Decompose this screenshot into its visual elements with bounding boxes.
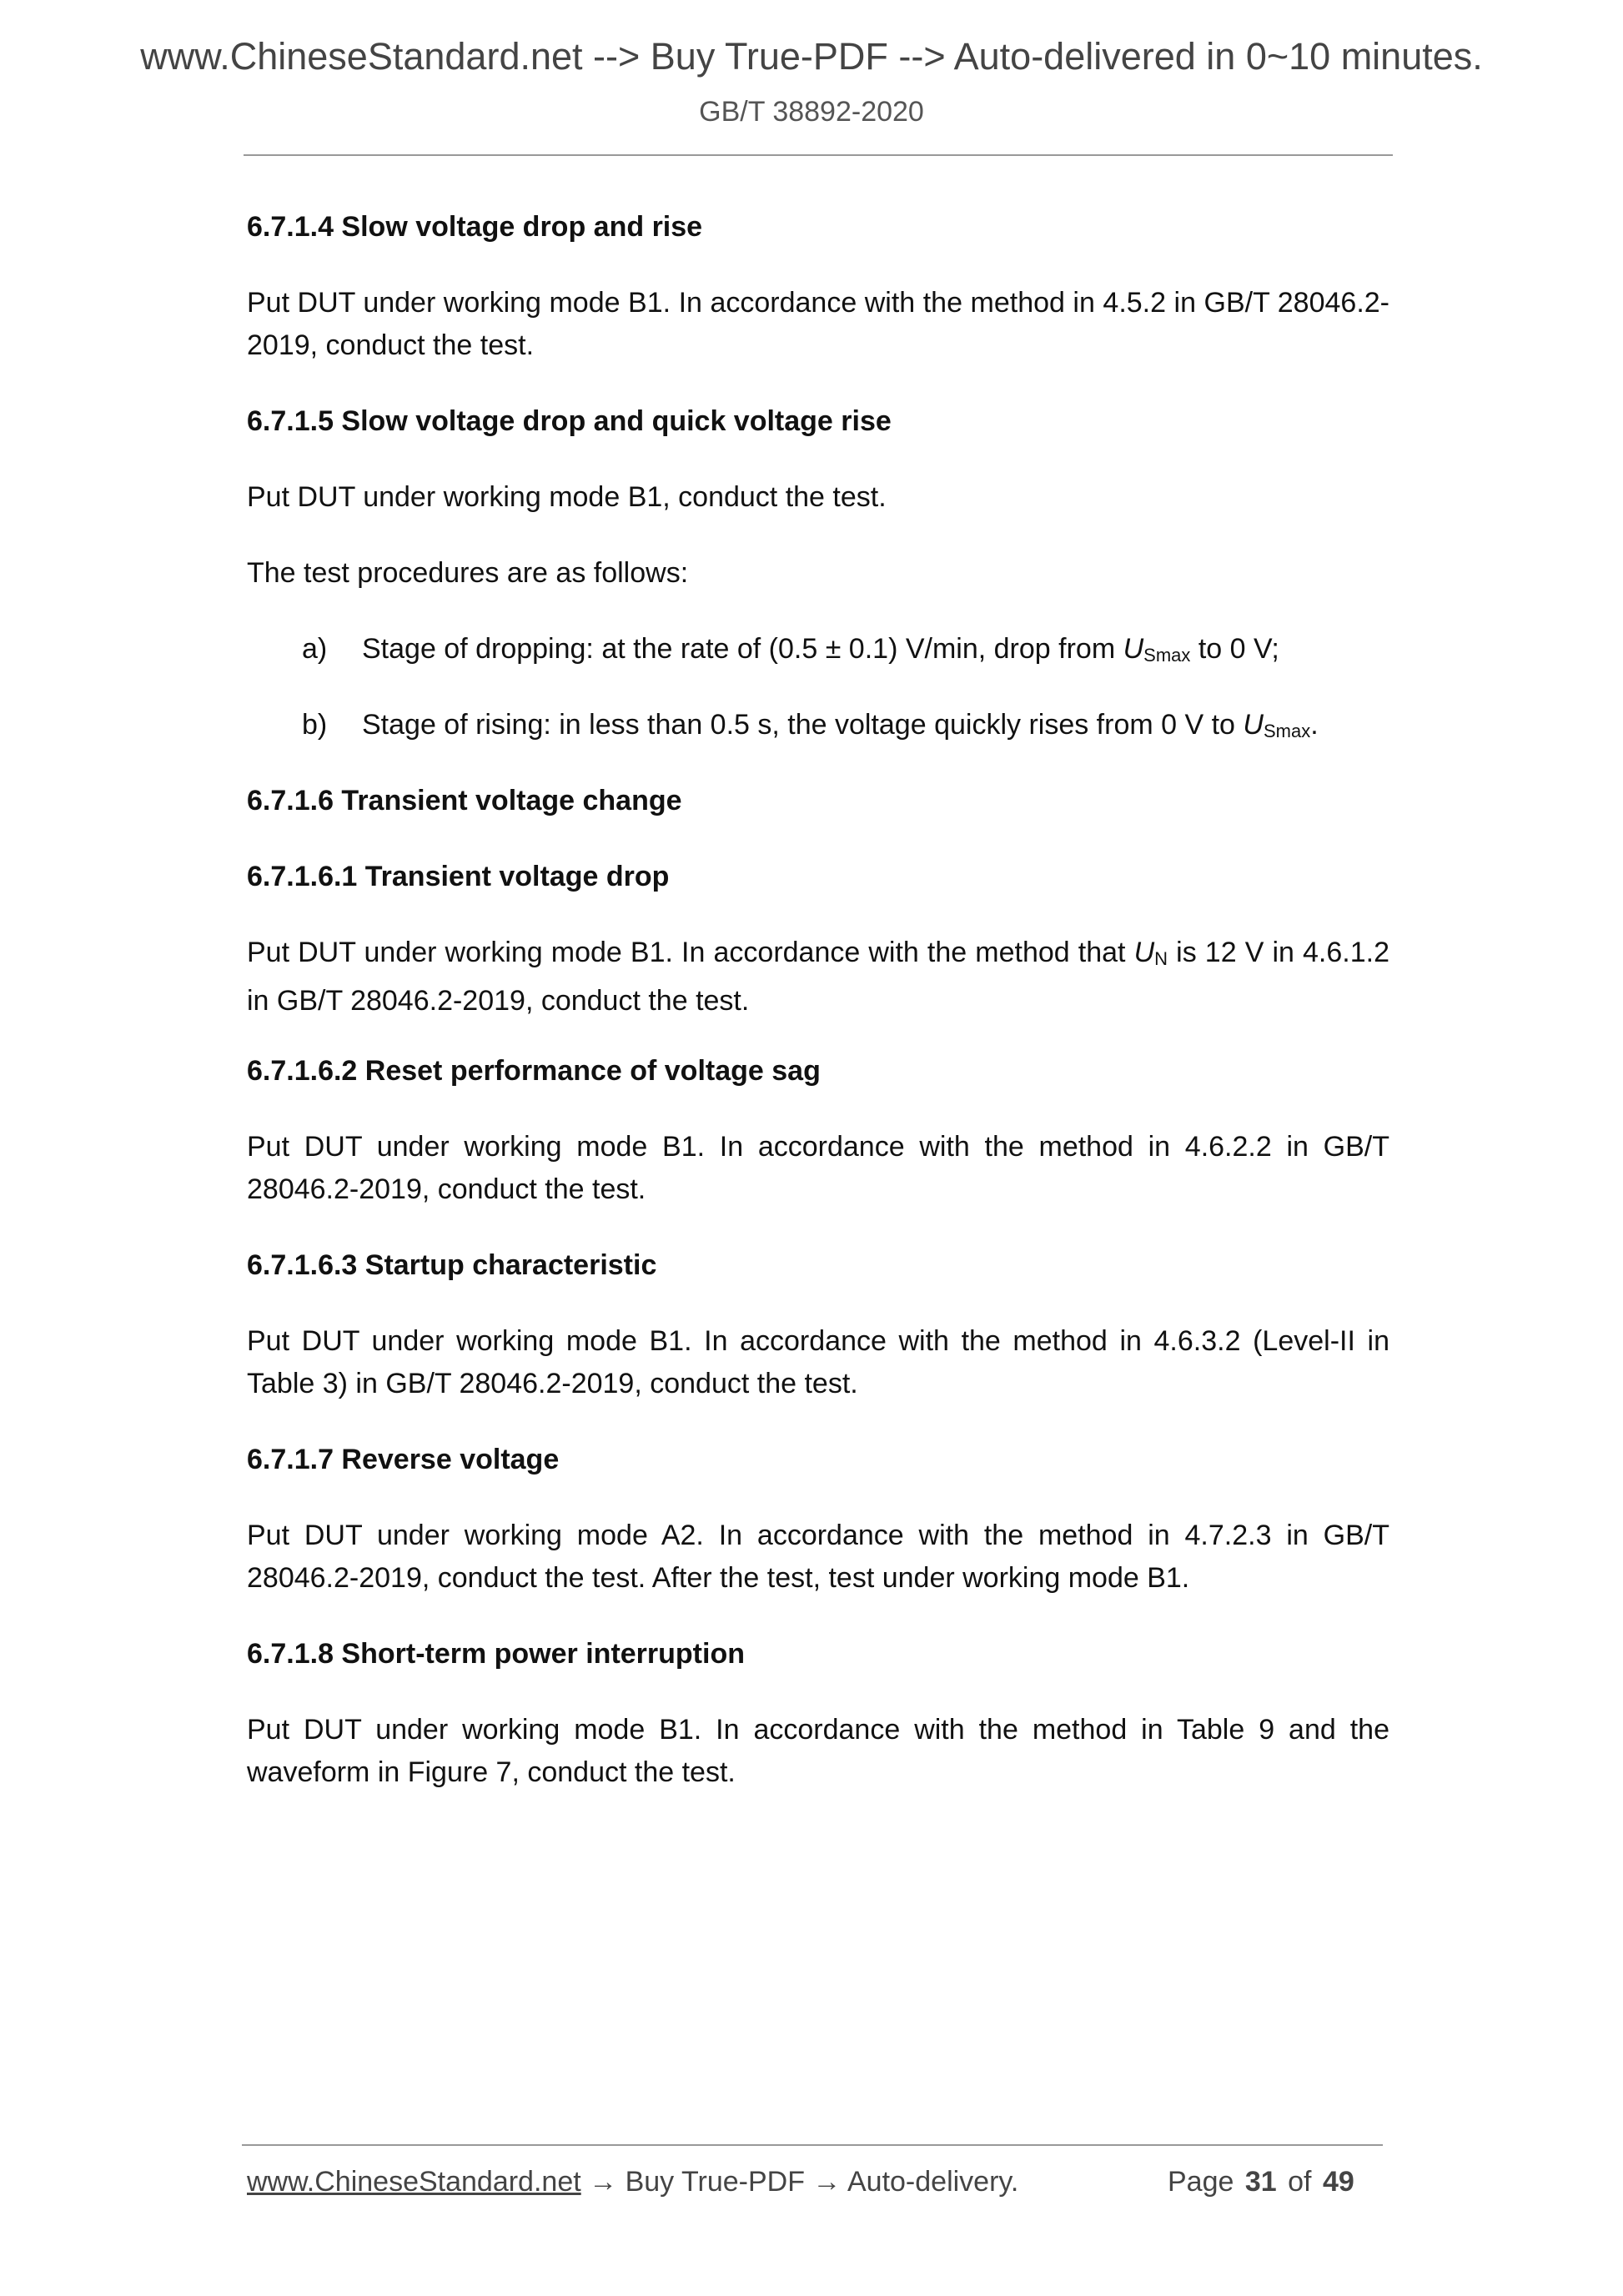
footer-text: → Buy True-PDF → Auto-delivery. xyxy=(580,2166,1019,2198)
text: Put DUT under working mode B1. In accordance with the method that xyxy=(247,937,1134,968)
list-text-tail: to 0 V; xyxy=(1190,633,1279,665)
of-label: of xyxy=(1288,2166,1312,2198)
paragraph: Put DUT under working mode B1. In accordance with the method in 4.5.2 in GB/T 28046.2-2019, conduct the test. xyxy=(247,287,1389,361)
list-text: Stage of rising: in less than 0.5 s, the voltage quickly rises from 0 V to xyxy=(362,709,1244,741)
section-heading: 6.7.1.6.1 Transient voltage drop xyxy=(247,861,670,892)
page-label: Page xyxy=(1168,2166,1234,2198)
document-id: GB/T 38892-2020 xyxy=(699,96,924,128)
list-item xyxy=(302,628,1279,676)
paragraph: Put DUT under working mode B1. In accordance with the method in 4.6.2.2 in GB/T 28046.2-2019, conduct the test. xyxy=(247,1131,1389,1205)
list-text: Stage of dropping: at the rate of (0.5 ± 0.1) V/min, drop from xyxy=(362,633,1123,665)
footer-divider xyxy=(242,2144,1383,2146)
footer-link[interactable]: www.ChineseStandard.net xyxy=(247,2166,581,2198)
current-page: 31 xyxy=(1244,2166,1277,2198)
subscript: N xyxy=(1154,948,1168,969)
variable: U xyxy=(1133,937,1155,968)
subscript: Smax xyxy=(1143,645,1191,666)
section-heading: 6.7.1.6.2 Reset performance of voltage sag xyxy=(247,1055,821,1087)
list-text-tail: . xyxy=(1310,709,1319,741)
paragraph: Put DUT under working mode A2. In accordance with the method in 4.7.2.3 in GB/T 28046.2-2019, conduct the test. After the test, test under working mode B1. xyxy=(247,1520,1389,1594)
paragraph xyxy=(247,932,1389,1022)
section-heading: 6.7.1.7 Reverse voltage xyxy=(247,1444,560,1475)
paragraph: Put DUT under working mode B1, conduct the test. xyxy=(247,481,887,513)
section-heading: 6.7.1.8 Short-term power interruption xyxy=(247,1638,745,1670)
paragraph: Put DUT under working mode B1. In accordance with the method in 4.6.3.2 (Level-II in Table 3) in GB/T 28046.2-2019, conduct the test. xyxy=(247,1325,1389,1399)
text: is 12 V in 4.6.1.2 in GB/T 28046.2-2019, conduct the test. xyxy=(247,937,1389,1017)
section-heading: 6.7.1.4 Slow voltage drop and rise xyxy=(247,211,703,243)
paragraph: The test procedures are as follows: xyxy=(247,557,689,589)
total-pages: 49 xyxy=(1322,2166,1354,2198)
header-divider xyxy=(244,154,1393,156)
section-heading: 6.7.1.6 Transient voltage change xyxy=(247,785,682,816)
list-item xyxy=(302,704,1319,752)
footer-promo xyxy=(247,2166,1018,2198)
list-marker: b) xyxy=(302,709,328,741)
paragraph: Put DUT under working mode B1. In accordance with the method in Table 9 and the waveform in Figure 7, conduct the test. xyxy=(247,1714,1389,1788)
header-banner: www.ChineseStandard.net --> Buy True-PDF --> Auto-delivered in 0~10 minutes. xyxy=(140,35,1483,78)
variable: U xyxy=(1123,633,1144,665)
section-heading: 6.7.1.6.3 Startup characteristic xyxy=(247,1249,657,1281)
section-heading: 6.7.1.5 Slow voltage drop and quick voltage rise xyxy=(247,405,892,437)
page-number xyxy=(1168,2166,1354,2198)
list-marker: a) xyxy=(302,633,328,665)
variable: U xyxy=(1243,709,1264,741)
subscript: Smax xyxy=(1263,721,1311,741)
